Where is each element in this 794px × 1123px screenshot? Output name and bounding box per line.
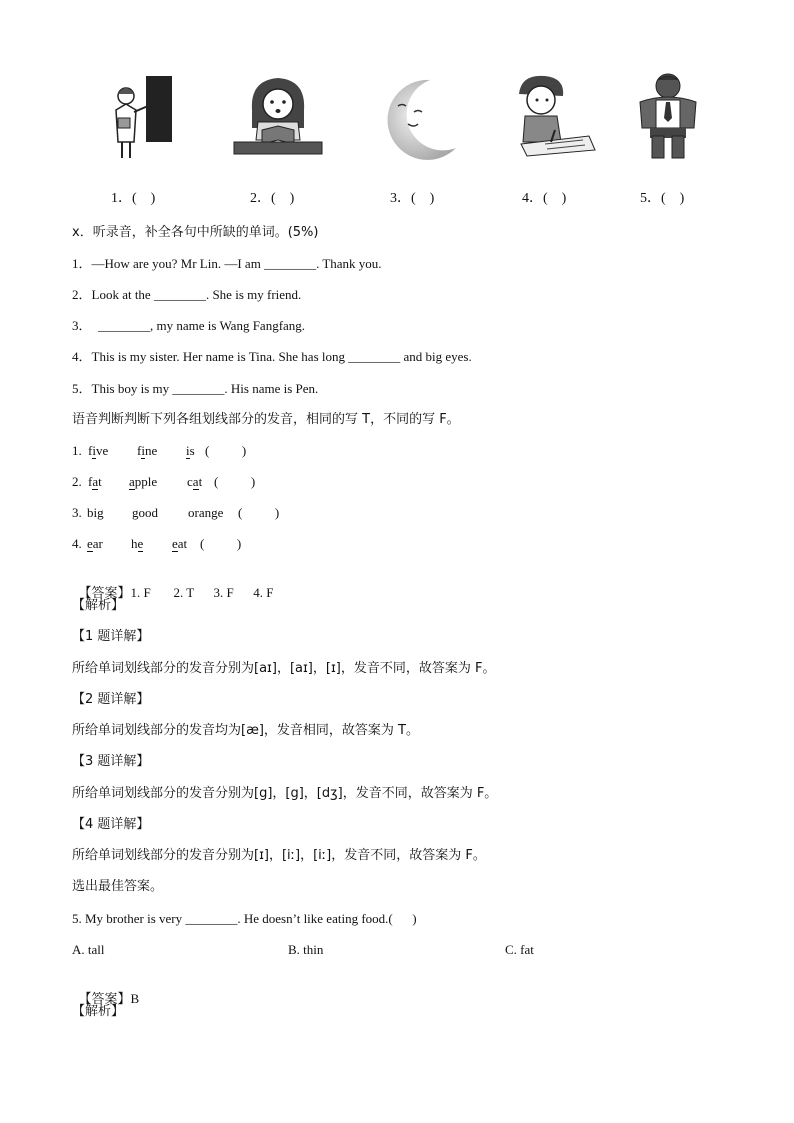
teacher-at-blackboard-icon <box>98 70 198 165</box>
picture-label-5: 5．( ) <box>640 191 685 206</box>
boy-writing-icon <box>505 70 605 165</box>
phonics-word-2: good <box>132 505 158 520</box>
phonics-word-3: eat <box>172 536 188 551</box>
picture-2 <box>228 70 328 165</box>
detail-3-body: 所给单词划线部分的发音分别为[g]，[g]，[dʒ]，发音不同，故答案为 F。 <box>72 786 498 801</box>
blank-question-2: 2．Look at the ________. She is my friend. <box>72 287 302 302</box>
choose-heading: 选出最佳答案。 <box>72 879 164 894</box>
detail-4-heading: 【4 题详解】 <box>72 817 150 832</box>
section-x-heading: x．听录音，补全各句中所缺的单词。(5%) <box>72 225 319 240</box>
phonics-word-3: is <box>186 443 195 458</box>
answer-tag: 【答案】 <box>78 586 131 601</box>
detail-2-heading: 【2 题详解】 <box>72 692 150 707</box>
detail-4-body: 所给单词划线部分的发音分别为[ɪ]，[iː]，[iː]，发音不同，故答案为 F。 <box>72 848 486 863</box>
picture-3 <box>368 70 468 165</box>
answer-paren: ( ) <box>205 443 247 458</box>
detail-1-body: 所给单词划线部分的发音分别为[aɪ]，[aɪ]，[ɪ]，发音不同，故答案为 F。 <box>72 661 496 676</box>
phonics-word-2: fine <box>137 443 158 458</box>
picture-label-3: 3．( ) <box>390 191 435 206</box>
answer-paren: ( ) <box>214 474 256 489</box>
phonics-row-num: 3. <box>72 505 82 520</box>
detail-1-heading: 【1 题详解】 <box>72 629 150 644</box>
option-c: C. fat <box>505 942 534 957</box>
phonics-word-1: five <box>88 443 109 458</box>
blank-question-5: 5．This boy is my ________. His name is Pen. <box>72 381 319 396</box>
phonics-word-2: apple <box>129 474 158 489</box>
picture-1 <box>98 70 198 165</box>
phonics-word-3: orange <box>188 505 224 520</box>
picture-label-1: 1．( ) <box>111 191 156 206</box>
phonics-row-num: 4. <box>72 536 82 551</box>
detail-3-heading: 【3 题详解】 <box>72 754 150 769</box>
phonics-row-num: 2. <box>72 474 82 489</box>
phonics-word-1: big <box>87 505 104 520</box>
phonics-word-1: ear <box>87 536 103 551</box>
picture-label-4: 4．( ) <box>522 191 567 206</box>
phonics-heading: 语音判断判断下列各组划线部分的发音，相同的写 T，不同的写 F。 <box>72 412 460 427</box>
option-a: A. tall <box>72 942 105 957</box>
answer-paren: ( ) <box>200 536 242 551</box>
phonics-word-3: cat <box>187 474 203 489</box>
picture-5 <box>618 70 718 165</box>
crescent-moon-icon <box>368 70 468 165</box>
analysis-tag: 【解析】 <box>72 598 125 613</box>
analysis-tag-2: 【解析】 <box>72 1004 125 1019</box>
choose-question: 5. My brother is very ________. He doesn’t like eating food.( ) <box>72 911 417 926</box>
detail-2-body: 所给单词划线部分的发音均为[æ]，发音相同，故答案为 T。 <box>72 723 419 738</box>
option-b: B. thin <box>288 942 324 957</box>
fat-man-icon <box>618 70 718 165</box>
picture-label-2: 2．( ) <box>250 191 295 206</box>
phonics-row-num: 1. <box>72 443 82 458</box>
picture-4 <box>505 70 605 165</box>
answer-text: 1. F 2. T 3. F 4. F <box>130 585 274 600</box>
picture-number-row <box>0 187 794 207</box>
phonics-word-2: he <box>131 536 144 551</box>
answer-tag: 【答案】 <box>78 992 131 1007</box>
blank-question-3: 3． ________, my name is Wang Fangfang. <box>72 318 306 333</box>
phonics-word-1: fat <box>88 474 102 489</box>
blank-question-1: 1．—How are you? Mr Lin. —I am ________. Thank you. <box>72 256 382 271</box>
girl-reading-icon <box>228 70 328 165</box>
blank-question-4: 4．This is my sister. Her name is Tina. She has long ________ and big eyes. <box>72 349 472 364</box>
answer-paren: ( ) <box>238 505 280 520</box>
answer-text: B <box>130 991 140 1006</box>
